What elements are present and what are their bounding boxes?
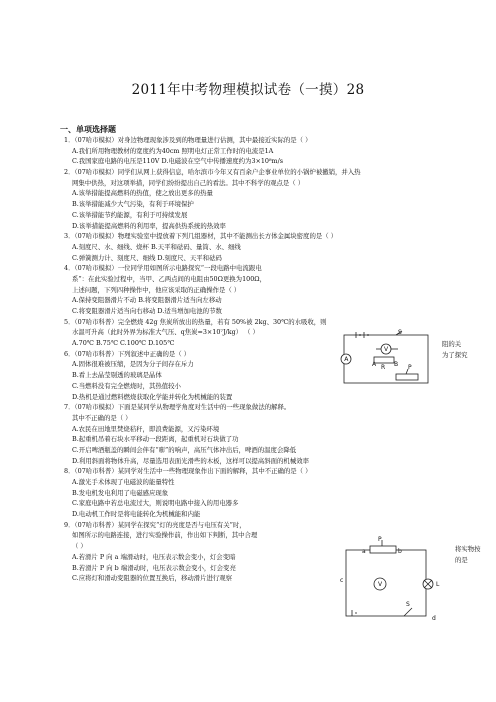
point-b-label: B <box>394 361 399 368</box>
ammeter-label: A <box>344 356 349 363</box>
question-line: C.该举措能节约能源，有利于可持续发展 <box>72 210 188 219</box>
question-line: 6．（07哈市科普）下列叙述中正确的是（ ） <box>64 349 191 358</box>
question-line: 3．（07哈市模拟）物理实验室中提放着下列几组器材，其中不能测出长方体金属块密度的是（ ） <box>64 232 338 241</box>
question-line: C.我国家庭电路的电压是110V D.电磁波在空气中传播速度约为3×10⁸m/s <box>72 157 284 166</box>
circuit-diagram-q4 <box>336 329 436 389</box>
rheostat-symbol <box>370 546 396 553</box>
circuit-diagram-q9 <box>332 536 452 622</box>
question-line: 水温可升高（此时外界为标准大气压、q焦炭=3×10⁷J/kg） （ ） <box>72 328 259 337</box>
side-note: 将实物按 <box>455 545 481 553</box>
question-line: （ ） <box>72 542 87 551</box>
switch-lever <box>404 608 412 616</box>
question-line: D.电动机工作时是将电能转化为机械能和内能 <box>72 510 201 519</box>
question-line: 其中不正确的是（ ） <box>72 413 132 422</box>
question-line: C.当燃料没有完全燃烧时，其热值较小 <box>72 381 181 390</box>
slider-p-label: P <box>408 364 412 371</box>
question-line: A.我们所用物理教材的宽度约为40cm 照明电灯正常工作时的电流是1A <box>72 146 274 155</box>
rheostat-symbol <box>396 374 418 380</box>
switch-label: S <box>406 601 410 608</box>
voltmeter-label: V <box>378 581 383 588</box>
point-c-label: c <box>340 577 344 584</box>
resistor-symbol <box>374 357 394 363</box>
question-line: 5．（07哈市科普）完全燃烧 42g 焦炭所放出的热量，若有 50%被 2kg、30℃的水吸收，则 <box>64 317 327 326</box>
point-a-label: A <box>372 361 377 368</box>
question-line: A.激光手术体现了电磁波的能量特性 <box>72 478 175 486</box>
voltmeter-label: V <box>384 346 389 353</box>
question-line: A.该举措能提高燃料的热值，使之放出更多的热量 <box>72 189 213 198</box>
question-line: B.看上去晶莹剔透的玻璃是晶体 <box>72 371 162 380</box>
question-line: C.将变阻器滑片适当向右移动 D.适当增加电池的节数 <box>72 307 222 315</box>
question-line: A.保持变阻器滑片不动 B.将变阻器滑片适当向左移动 <box>72 296 222 305</box>
side-note: 的是 <box>455 556 468 564</box>
question-line: 9．（07哈市科普）某同学在探究“灯的亮度是否与电压有关”时， <box>64 520 246 529</box>
question-line: B.该举措能减少大气污染，有利于环境保护 <box>72 200 194 209</box>
question-line: 8．（07哈市科普）某同学对生活中一些物理现象作出下面的解释，其中不正确的是（ ） <box>64 467 312 476</box>
section-heading: 一、单项选择题 <box>60 124 116 134</box>
question-line: A.若滑片 P 向 a 端滑动时，电压表示数会变小，灯会变暗 <box>72 552 236 561</box>
question-line: 7．（07哈市模拟）下面是某同学从物理学角度对生活中的一些现象做法的解释。 <box>64 403 291 412</box>
question-line: B.发电机发电利用了电磁感应现象 <box>72 488 169 497</box>
side-note: 为了探究 <box>442 351 468 359</box>
question-line: C.弹簧测力计、刻度尺、细线 D.刻度尺、天平和砝码 <box>72 253 222 262</box>
question-line: A.农民在田地里焚烧秸秆，即浪费能源，又污染环境 <box>72 424 220 433</box>
question-line: A.刻度尺、水、细线、烧杯 B.天平和砝码、量筒、水、细线 <box>72 242 241 251</box>
side-note: 阻的关 <box>442 340 462 348</box>
end-a-label: a <box>362 548 366 555</box>
question-line: D.热机是通过燃料燃烧获取化学能并转化为机械能的装置 <box>72 392 233 401</box>
question-line: C.家庭电路中若总电流过大，则说明电路中接入的用电器多 <box>72 499 239 508</box>
question-line: C.应将灯和滑动变阻器的位置互换后，移动滑片进行观察 <box>72 574 233 583</box>
page-title: 2011年中考物理模拟试卷（一摸）28 <box>131 82 365 98</box>
question-line: A.固体很难被压缩，是因为分子间存在斥力 <box>72 360 194 369</box>
question-line: 2．（07哈市模拟）同学们从网上获得信息，哈尔滨市今年又有百余户企事业单位的小锅炉被撤销，并入热 <box>64 168 361 177</box>
question-line: C.开启啤酒瓶盖的瞬间会伴有“嘭”的响声，高压气体冲出后，啤酒的温度会降低 <box>72 445 297 454</box>
point-d-label: d <box>432 615 436 622</box>
question-line: B.起重机吊着石块水平移动一段距离，起重机对石块做了功 <box>72 435 239 444</box>
slider-p-label: P <box>378 536 382 543</box>
resistor-label: R <box>381 364 386 371</box>
switch-label: S <box>398 329 402 336</box>
question-line: 1．（07哈市模拟）对身边物理现象涉及到的物理量进行估测，其中最接近实际的是（ ） <box>64 136 312 144</box>
question-line: A.70℃ B.75℃ C.100℃ D.105℃ <box>72 339 175 348</box>
question-line: D.该举措能提高燃料的利用率，提高供热系统的热效率 <box>72 221 226 230</box>
question-line: 系”：在此实验过程中，当甲、乙两点间的电阻由50Ω更换为100Ω， <box>72 274 266 283</box>
question-line: 上述问题，下列四种操作中，他应该采取的正确操作是（ ） <box>72 285 241 294</box>
question-line: 如图所示的电路连接，进行实验操作前，作出如下判断，其中合理 <box>72 531 258 540</box>
question-line: 网集中供热，对这项举措，同学们纷纷提出自己的看法。其中不科学的观点是（ ） <box>72 178 305 187</box>
question-line: 4．（07哈市模拟）一位同学用如图所示电路探究“一段电路中电流跟电 <box>64 264 262 273</box>
end-b-label: b <box>398 548 402 555</box>
lamp-label: L <box>436 581 440 588</box>
question-line: B.若滑片 P 向 b 端滑动时，电压表示数会变小，灯会变亮 <box>72 563 236 572</box>
question-line: D.利用斜面将物体升高，尽量选用表面光滑些的木板，这样可以提高斜面的机械效率 <box>72 456 309 465</box>
